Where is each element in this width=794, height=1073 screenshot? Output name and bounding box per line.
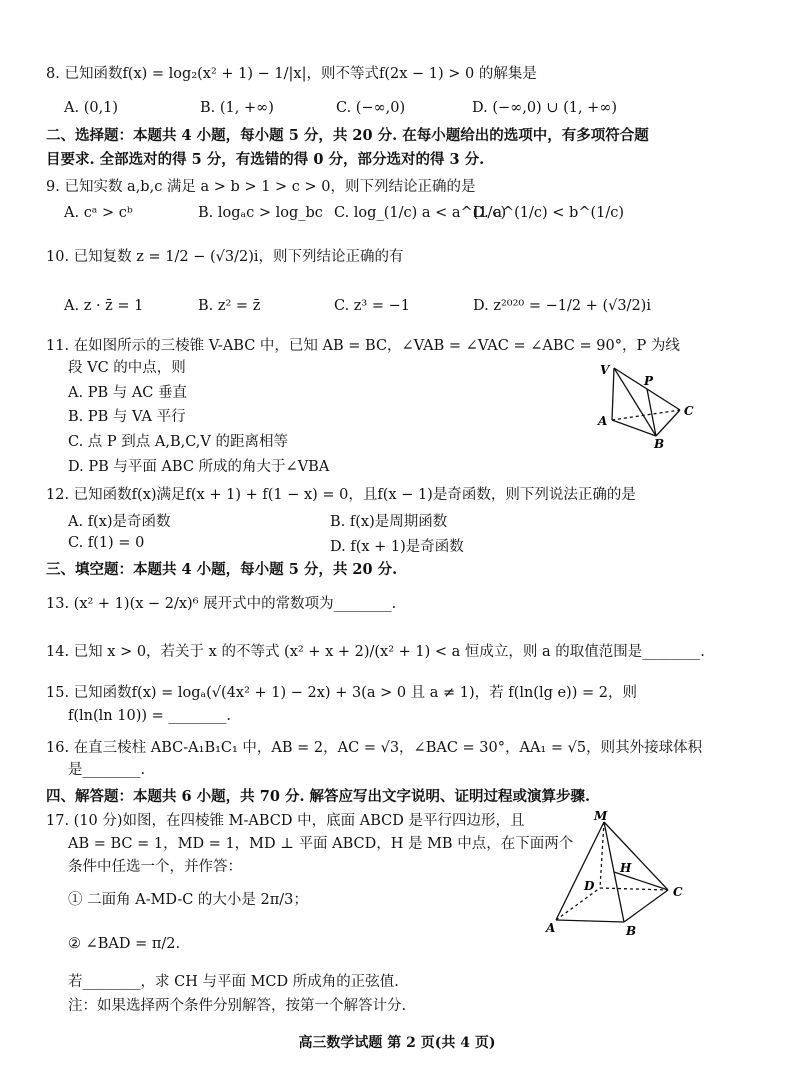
q12-option-a: A. f(x)是奇函数 (68, 514, 171, 530)
q11-label-c: C (684, 404, 694, 418)
q16-stem: 16. 在直三棱柱 ABC-A₁B₁C₁ 中，AB = 2，AC = √3，∠BAC = 30°，AA₁ = √5，则其外接球体积 (46, 740, 703, 756)
q9-stem: 9. 已知实数 a,b,c 满足 a > b > 1 > c > 0，则下列结论正确的是 (46, 179, 476, 195)
q11-option-c: C. 点 P 到点 A,B,C,V 的距离相等 (68, 434, 288, 450)
q8-option-b: B. (1, +∞) (200, 100, 274, 116)
q8-option-a: A. (0,1) (64, 100, 119, 116)
q17-stem-line2: AB = BC = 1，MD = 1，MD ⊥ 平面 ABCD，H 是 MB 中点，在下面两个 (68, 836, 574, 852)
q17-condition-1: ① 二面角 A-MD-C 的大小是 2π/3； (68, 892, 308, 908)
q11-option-d: D. PB 与平面 ABC 所成的角大于∠VBA (68, 459, 330, 475)
q8-option-c: C. (−∞,0) (336, 100, 406, 116)
q9-option-b: B. logₐc > log_bc (198, 205, 323, 221)
q17-note: 注：如果选择两个条件分别解答，按第一个解答计分. (68, 998, 407, 1014)
q12-stem: 12. 已知函数f(x)满足f(x + 1) + f(1 − x) = 0，且f(x − 1)是奇函数，则下列说法正确的是 (46, 487, 636, 503)
q9-option-a: A. cᵃ > cᵇ (64, 205, 133, 221)
q17-label-c: C (673, 885, 683, 899)
q11-label-p: P (644, 374, 654, 388)
section-4-title: 四、解答题：本题共 6 小题，共 70 分. 解答应写出文字说明、证明过程或演算步骤. (46, 788, 591, 805)
q11-label-v: V (600, 363, 610, 377)
q14-stem: 14. 已知 x > 0，若关于 x 的不等式 (x² + x + 2)/(x² + 1) < a 恒成立，则 a 的取值范围是________. (46, 644, 705, 660)
q17-pyramid-figure (542, 808, 692, 940)
q17-label-d: D (584, 879, 595, 893)
q13-stem: 13. (x² + 1)(x − 2/x)⁶ 展开式中的常数项为________. (46, 596, 397, 612)
section-2-title-cont: 目要求. 全部选对的得 5 分，有选错的得 0 分，部分选对的得 3 分. (46, 151, 485, 168)
q11-option-a: A. PB 与 AC 垂直 (68, 385, 187, 401)
q16-stem-cont: 是________. (68, 762, 146, 778)
q11-label-b: B (654, 437, 665, 450)
section-3-title: 三、填空题：本题共 4 小题，每小题 5 分，共 20 分. (46, 561, 398, 578)
q11-option-b: B. PB 与 VA 平行 (68, 409, 186, 425)
q10-option-d: D. z²⁰²⁰ = −1/2 + (√3/2)i (473, 298, 651, 314)
q11-pyramid-figure (592, 358, 702, 450)
q8-option-d: D. (−∞,0) ∪ (1, +∞) (472, 100, 618, 116)
q11-stem: 11. 在如图所示的三棱锥 V-ABC 中，已知 AB = BC，∠VAB = ∠VAC = ∠ABC = 90°，P 为线 (46, 338, 680, 354)
q12-option-d: D. f(x + 1)是奇函数 (330, 539, 464, 555)
q17-label-b: B (626, 924, 637, 938)
q9-option-c: C. log_(1/c) a < a^(1/c) (334, 205, 507, 221)
q17-stem: 17. (10 分)如图，在四棱锥 M-ABCD 中，底面 ABCD 是平行四边形，且 (46, 813, 525, 829)
q12-option-b: B. f(x)是周期函数 (330, 514, 448, 530)
q17-stem-line3: 条件中任选一个，并作答： (68, 859, 242, 875)
q12-option-c: C. f(1) = 0 (68, 535, 145, 551)
q10-option-b: B. z² = z̄ (198, 298, 261, 314)
q10-option-a: A. z · z̄ = 1 (64, 298, 144, 314)
q11-label-a: A (598, 414, 608, 428)
page-footer: 高三数学试题 第 2 页(共 4 页) (298, 1035, 496, 1051)
q10-stem: 10. 已知复数 z = 1/2 − (√3/2)i，则下列结论正确的有 (46, 249, 404, 265)
q17-label-a: A (546, 921, 556, 935)
q17-label-h: H (620, 861, 632, 875)
q15-stem: 15. 已知函数f(x) = logₐ(√(4x² + 1) − 2x) + 3(a > 0 且 a ≠ 1)，若 f(ln(lg e)) = 2，则 (46, 685, 637, 701)
section-2-title: 二、选择题：本题共 4 小题，每小题 5 分，共 20 分. 在每小题给出的选项中，有多项符合题 (46, 127, 649, 144)
q8-stem: 8. 已知函数f(x) = log₂(x² + 1) − 1/|x|，则不等式f(2x − 1) > 0 的解集是 (46, 66, 537, 82)
q11-stem-cont: 段 VC 的中点，则 (68, 360, 186, 376)
q10-option-c: C. z³ = −1 (334, 298, 410, 314)
q17-condition-2: ② ∠BAD = π/2. (68, 936, 181, 952)
q9-option-d: D. a^(1/c) < b^(1/c) (473, 205, 625, 221)
q17-question: 若________，求 CH 与平面 MCD 所成角的正弦值. (68, 974, 399, 990)
q17-label-m: M (594, 809, 608, 823)
q15-stem-cont: f(ln(ln 10)) = ________. (68, 708, 231, 724)
